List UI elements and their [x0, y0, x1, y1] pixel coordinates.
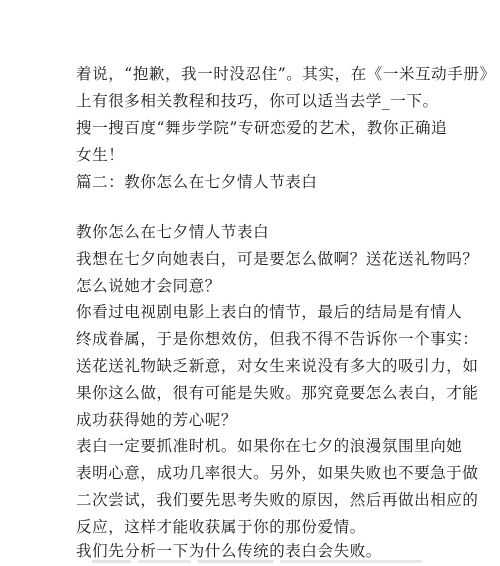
paragraph-line: 送花送礼物缺乏新意，对女生来说没有多大的吸引力，如 [76, 357, 479, 375]
paragraph-line: 你看过电视剧电影上表白的情节，最后的结局是有情人 [76, 303, 463, 321]
article-title: 教你怎么在七夕情人节表白 [76, 223, 270, 241]
paragraph-line: 表白一定要抓准时机。如果你在七夕的浪漫氛围里向她 [76, 437, 463, 455]
section-heading: 篇二：教你怎么在七夕情人节表白 [76, 173, 318, 191]
paragraph-line: 表明心意，成功几率很大。另外，如果失败也不要急于做 [76, 464, 479, 482]
paragraph-line: 女生！ [76, 146, 125, 164]
paragraph-line: 我想在七夕向她表白，可是要怎么做啊？送花送礼物吗？ [76, 250, 479, 268]
paragraph-line: 果你这么做，很有可能是失败。那究竟要怎么表白，才能 [76, 384, 479, 402]
paragraph-line: 搜一搜百度“舞步学院”专研恋爱的艺术，教你正确追 [76, 119, 448, 137]
paragraph-line: 二次尝试，我们要先思考失败的原因，然后再做出相应的 [76, 491, 479, 509]
paragraph-line: 终成眷属，于是你想效仿，但我不得不告诉你一个事实： [76, 330, 479, 348]
cropped-text-line [92, 556, 422, 566]
paragraph-line: 怎么说她才会同意？ [76, 277, 221, 295]
paragraph-line: 上有很多相关教程和技巧，你可以适当去学_一下。 [76, 92, 439, 110]
paragraph-line: 我们先分析一下为什么传统的表白会失败。 [76, 542, 382, 560]
paragraph-line: 反应，这样才能收获属于你的那份爱情。 [76, 518, 366, 536]
paragraph-line: 成功获得她的芳心呢？ [76, 411, 238, 429]
paragraph-line: 着说，“抱歉，我一时没忍住”。其实，在《一米互动手册》 [76, 65, 496, 83]
